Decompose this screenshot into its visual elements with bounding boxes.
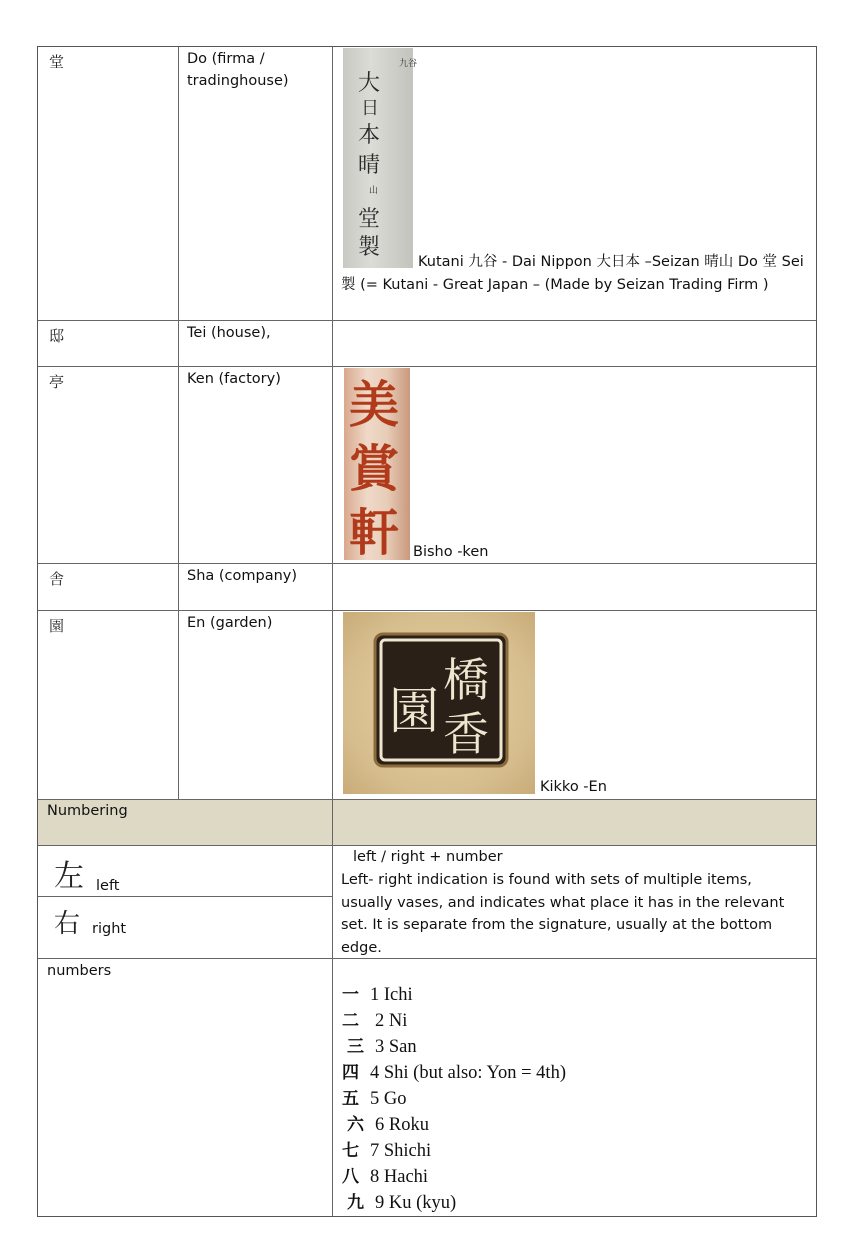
term-en: En (garden) — [187, 615, 273, 631]
caption-bisho: Bisho -ken — [413, 544, 489, 560]
numbering-title: Numbering — [47, 803, 128, 819]
numbering-heading: left / right + number — [353, 849, 503, 865]
left-label: left — [96, 878, 120, 894]
seal3-char-1: 香 — [443, 707, 489, 761]
number-text: 5 Go — [370, 1089, 407, 1109]
number-text: 9 Ku (kyu) — [375, 1193, 457, 1213]
kanji-en: 園 — [49, 617, 65, 635]
number-item — [342, 1164, 802, 1190]
right-label: right — [92, 921, 127, 937]
left-kanji: 左 — [54, 851, 84, 895]
caption-seizan: Kutani 九谷 - Dai Nippon 大日本 –Seizan 晴山 Do 堂 Sei 製 (= Kutani - Great Japan – (Made by Seizan Trading Firm ) — [341, 254, 804, 293]
number-item — [342, 1034, 802, 1060]
seal-kikko-svg — [343, 612, 535, 794]
seal1-char-4: 山 — [369, 186, 379, 196]
kanji-do: 堂 — [49, 53, 65, 71]
seal3-char-2: 園 — [389, 682, 439, 740]
numbers-list — [342, 982, 802, 1216]
number-text: 4 Shi (but also: Yon = 4th) — [370, 1063, 566, 1083]
number-kanji: 九 — [347, 1193, 364, 1213]
seal1-char-5: 堂 — [358, 207, 381, 232]
kanji-sha: 舎 — [49, 570, 65, 588]
seal-image-seizan — [343, 48, 418, 268]
term-ken: Ken (factory) — [187, 371, 281, 387]
number-kanji: 三 — [347, 1037, 364, 1057]
seal1-char-2: 本 — [358, 123, 381, 148]
term-tei: Tei (house), — [187, 325, 271, 341]
number-item — [342, 1138, 802, 1164]
seal2-char-0: 美 — [349, 375, 399, 434]
number-kanji: 一 — [342, 985, 359, 1005]
seal-image-kikko — [343, 612, 535, 794]
number-text: 2 Ni — [375, 1011, 408, 1031]
seal2-char-2: 軒 — [349, 503, 399, 562]
number-text: 3 San — [375, 1037, 417, 1057]
number-text: 7 Shichi — [370, 1141, 432, 1161]
number-item — [342, 1112, 802, 1138]
seal2-char-1: 賞 — [349, 439, 399, 498]
numbering-description: Left- right indication is found with sets of multiple items, usually vases, and indicates what place it has in the relevant set. It is separate from the signature, usually at the bottom edge. — [341, 872, 785, 956]
kanji-ken: 亭 — [49, 373, 65, 391]
caption-kikko: Kikko -En — [540, 779, 607, 795]
seal1-char-0: 大 — [358, 71, 381, 96]
number-kanji: 六 — [347, 1115, 364, 1135]
number-kanji: 四 — [342, 1063, 359, 1083]
kanji-tei: 邸 — [49, 327, 65, 345]
seal-image-bisho — [344, 368, 410, 560]
number-item — [342, 1008, 802, 1034]
number-kanji: 五 — [342, 1089, 359, 1109]
number-item — [342, 982, 802, 1008]
term-do: Do (firma / tradinghouse) — [187, 51, 289, 89]
numbering-header-bg — [38, 800, 816, 845]
number-text: 6 Roku — [375, 1115, 429, 1135]
number-text: 1 Ichi — [370, 985, 413, 1005]
number-text: 8 Hachi — [370, 1167, 429, 1187]
number-item — [342, 1060, 802, 1086]
numbers-title: numbers — [47, 963, 112, 979]
number-item — [342, 1190, 802, 1216]
seal1-char-6: 製 — [358, 235, 381, 260]
seal-bisho-svg — [344, 368, 410, 560]
seal1-small-text: 九谷 — [399, 59, 418, 69]
term-sha: Sha (company) — [187, 568, 298, 584]
seal3-char-0: 橋 — [443, 653, 489, 707]
number-item — [342, 1086, 802, 1112]
seal1-char-1: 日 — [361, 98, 379, 119]
right-kanji: 右 — [54, 909, 81, 939]
number-kanji: 八 — [342, 1167, 359, 1187]
glossary-table — [37, 46, 817, 1217]
seal1-char-3: 晴 — [358, 153, 381, 178]
seal-seizan-svg — [343, 48, 418, 268]
number-kanji: 二 — [342, 1011, 359, 1031]
number-kanji: 七 — [342, 1141, 359, 1161]
